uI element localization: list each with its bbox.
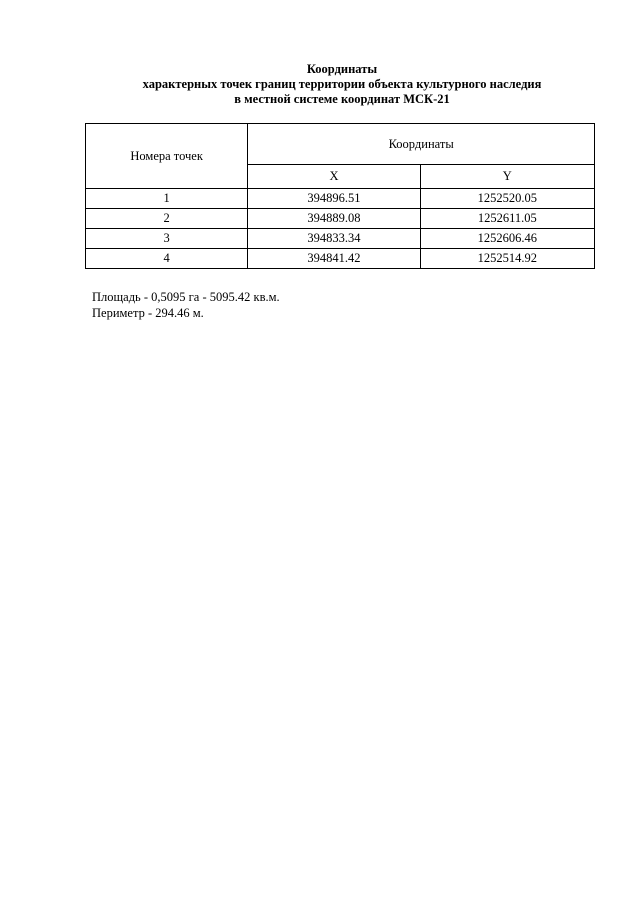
point-number: 1	[86, 189, 248, 209]
table-row	[86, 229, 595, 249]
header-x: X	[248, 165, 420, 189]
title-line-3: в местной системе координат МСК-21	[234, 92, 450, 106]
title-line-2: характерных точек границ территории объекта культурного наследия	[142, 77, 542, 91]
coord-y: 1252606.46	[420, 229, 594, 249]
point-number: 2	[86, 209, 248, 229]
coord-x: 394833.34	[248, 229, 420, 249]
coord-x: 394841.42	[248, 249, 420, 269]
table-row	[86, 189, 595, 209]
coord-x: 394896.51	[248, 189, 420, 209]
coordinates-table	[85, 123, 595, 269]
summary-block	[92, 290, 280, 321]
title-line-1: Координаты	[306, 62, 378, 76]
table-row	[86, 249, 595, 269]
table-row	[86, 209, 595, 229]
point-number: 3	[86, 229, 248, 249]
coord-y: 1252520.05	[420, 189, 594, 209]
point-number: 4	[86, 249, 248, 269]
header-point-numbers: Номера точек	[86, 124, 248, 189]
header-y: Y	[420, 165, 594, 189]
area-text: Площадь - 0,5095 га - 5095.42 кв.м.	[92, 290, 280, 304]
document-title	[0, 62, 640, 107]
coord-x: 394889.08	[248, 209, 420, 229]
coord-y: 1252514.92	[420, 249, 594, 269]
header-coordinates: Координаты	[248, 124, 595, 165]
coord-y: 1252611.05	[420, 209, 594, 229]
table-header-row	[86, 124, 595, 165]
perimeter-text: Периметр - 294.46 м.	[92, 305, 204, 320]
